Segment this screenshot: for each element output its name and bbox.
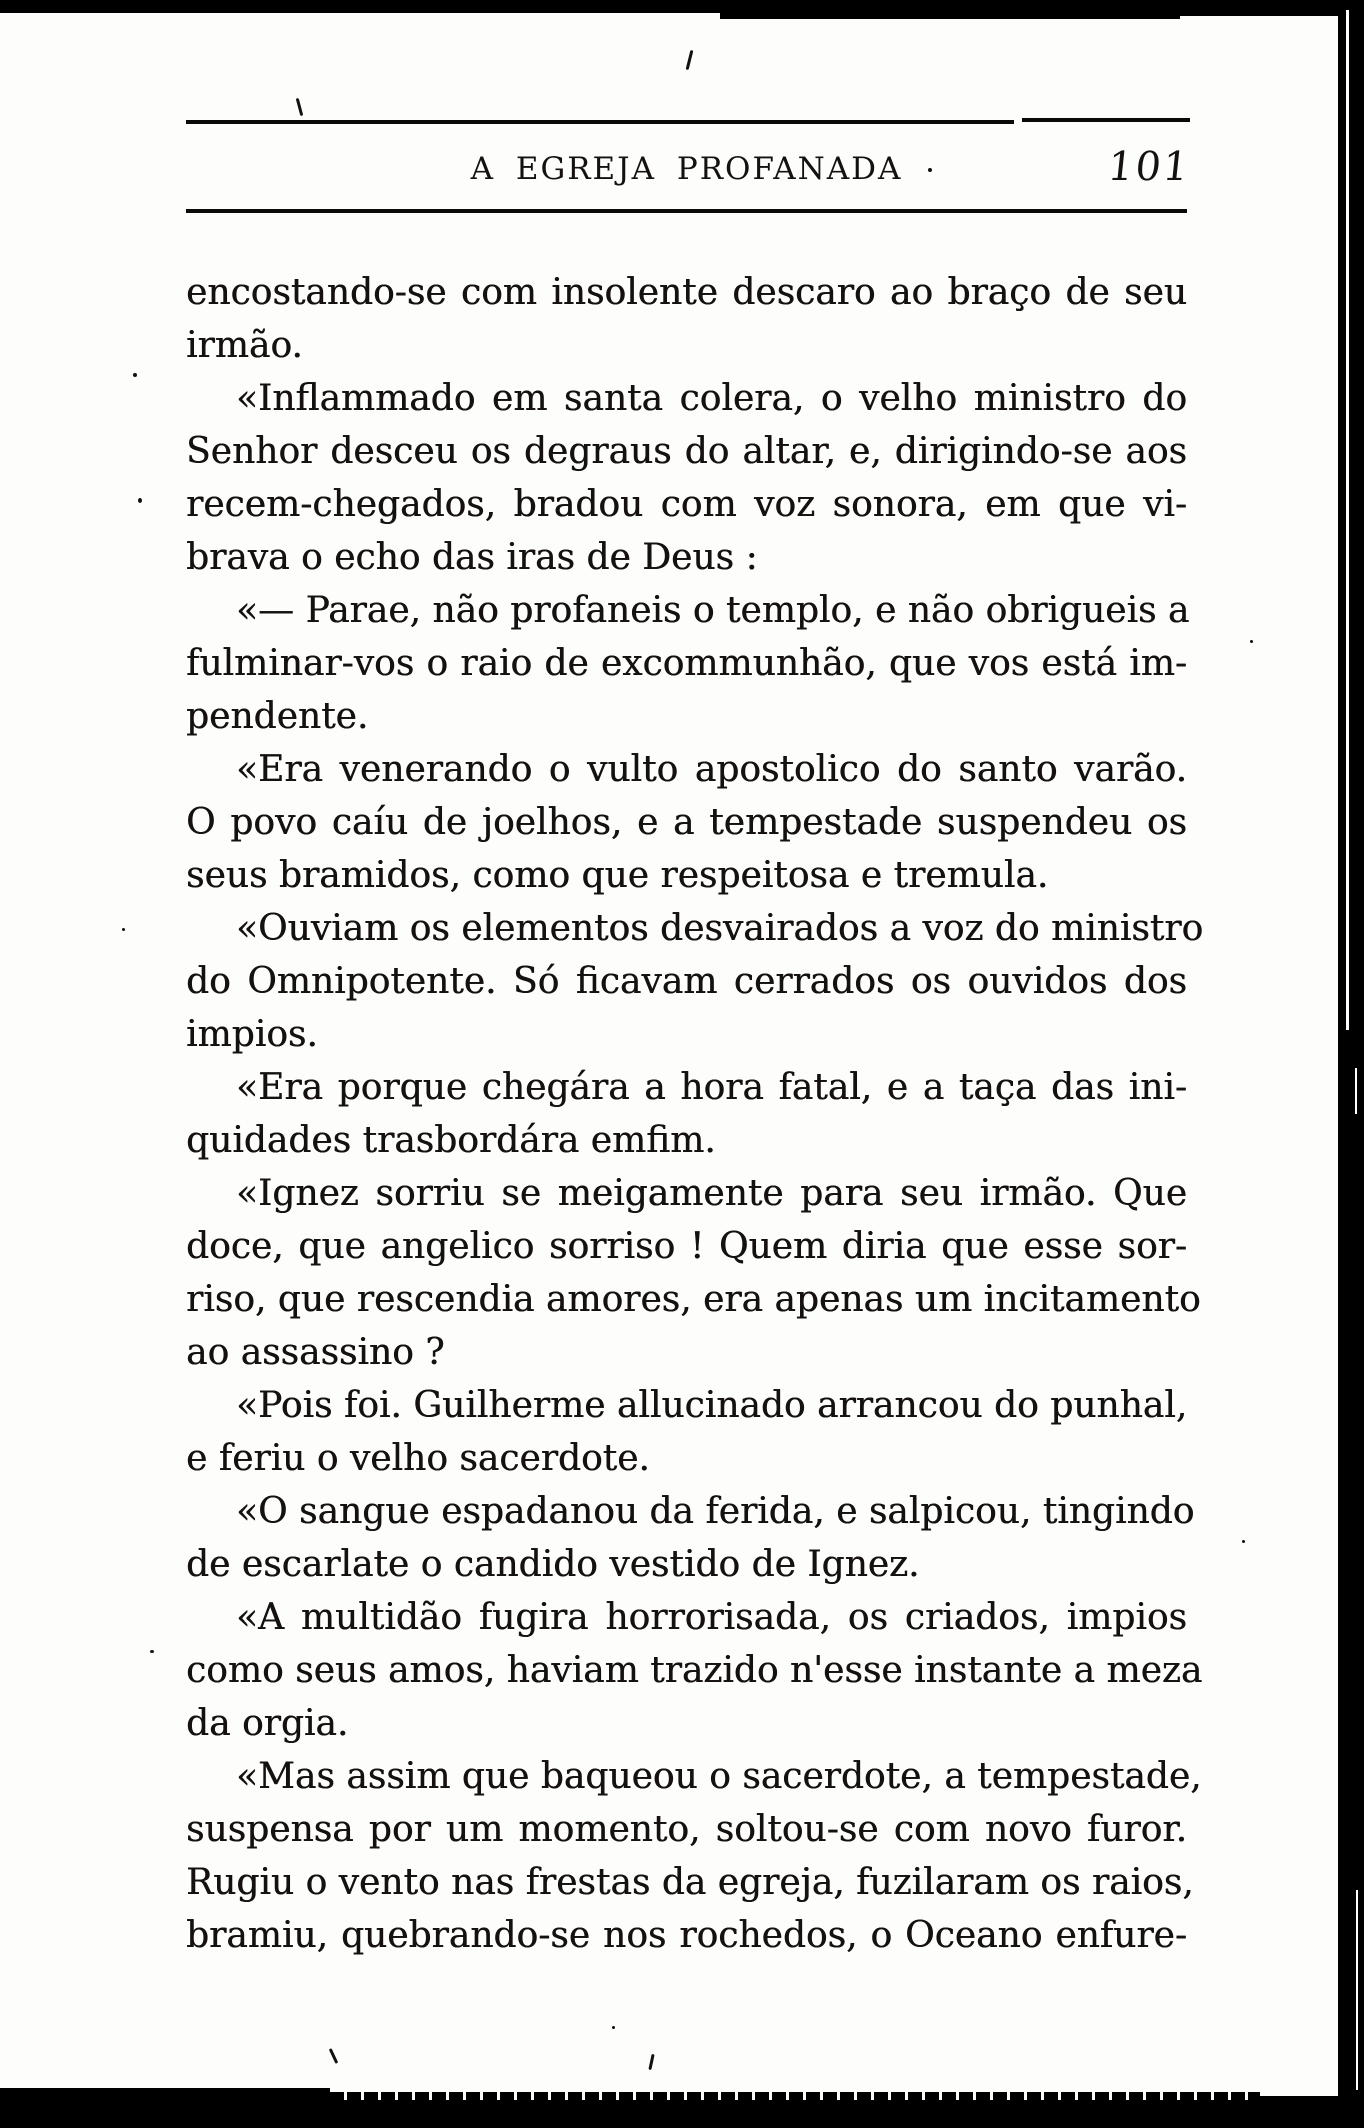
scan-speck [686, 50, 694, 70]
scan-speck [612, 2026, 615, 2029]
text-line: «A multidão fugira horrorisada, os criados, impios [236, 1597, 1187, 1638]
text-line: fulminar-vos o raio de excommunhão, que vos está im- [186, 643, 1187, 684]
scan-speck [150, 1650, 154, 1653]
text-line: doce, que angelico sorriso ! Quem diria que esse sor- [186, 1226, 1187, 1267]
scan-speck [1242, 1540, 1245, 1543]
text-line: pendente. [186, 696, 369, 737]
text-line: «Ignez sorriu se meigamente para seu irmão. Que [236, 1173, 1187, 1214]
text-line: irmão. [186, 325, 303, 366]
scan-speck [138, 498, 142, 503]
scan-speck [928, 168, 932, 172]
text-line: Rugiu o vento nas frestas da egreja, fuzilaram os raios, [186, 1862, 1194, 1903]
scan-edge-bottom [0, 2096, 1364, 2128]
text-line: Senhor desceu os degraus do altar, e, dirigindo-se aos [186, 431, 1187, 472]
text-line: «Pois foi. Guilherme allucinado arrancou do punhal, [236, 1385, 1188, 1426]
text-line: da orgia. [186, 1703, 349, 1744]
scan-edge-top-right [1170, 0, 1364, 16]
text-line: bramiu, quebrando-se nos rochedos, o Oceano enfure- [186, 1915, 1187, 1956]
text-line: «— Parae, não profaneis o templo, e não obrigueis a [236, 590, 1190, 631]
text-line: e feriu o velho sacerdote. [186, 1438, 650, 1479]
text-line: ao assassino ? [186, 1332, 445, 1373]
scan-speck [133, 373, 137, 377]
text-line: «Era venerando o vulto apostolico do santo varão. [236, 749, 1187, 790]
scan-edge-bottom-noise [330, 2092, 1260, 2100]
text-line: «Inflammado em santa colera, o velho ministro do [236, 378, 1187, 419]
scan-speck [648, 2054, 654, 2070]
binding-highlight [1356, 1890, 1358, 2090]
text-line: «O sangue espadanou da ferida, e salpicou, tingindo [236, 1491, 1195, 1532]
binding-highlight [1346, 10, 1349, 1030]
text-line: «Era porque chegára a hora fatal, e a taça das ini- [236, 1067, 1187, 1108]
page-number: 101 [1105, 144, 1193, 190]
text-line: brava o echo das iras de Deus : [186, 537, 758, 578]
running-head-title: A EGREJA PROFANADA [470, 151, 903, 187]
text-line: de escarlate o candido vestido de Ignez. [186, 1544, 920, 1585]
text-line: riso, que rescendia amores, era apenas um incitamento [186, 1279, 1201, 1320]
header-rule-top [186, 120, 1014, 124]
body-text [186, 266, 1204, 1962]
text-line: quidades trasbordára emfim. [186, 1120, 716, 1161]
scan-speck [1250, 640, 1253, 643]
text-line: do Omnipotente. Só ficavam cerrados os ouvidos dos [186, 961, 1187, 1002]
scan-edge-bottom-left [0, 2088, 330, 2100]
text-line: suspensa por um momento, soltou-se com novo furor. [186, 1809, 1187, 1850]
scan-speck [296, 98, 304, 116]
header-rule-bottom [186, 209, 1187, 213]
scan-edge-binding [1338, 0, 1364, 2128]
text-line: O povo caíu de joelhos, e a tempestade suspendeu os [186, 802, 1187, 843]
scan-edge-top-thick [720, 0, 1180, 19]
text-line: «Ouviam os elementos desvairados a voz do ministro [236, 908, 1204, 949]
text-line: como seus amos, haviam trazido n'esse instante a meza [186, 1650, 1203, 1691]
scan-speck [329, 2048, 338, 2064]
text-line: seus bramidos, como que respeitosa e tremula. [186, 855, 1049, 896]
text-line: recem-chegados, bradou com voz sonora, em que vi- [186, 484, 1187, 525]
text-line: impios. [186, 1014, 318, 1055]
text-line: encostando-se com insolente descaro ao braço de seu [186, 272, 1187, 313]
binding-highlight [1355, 1068, 1357, 1114]
scan-speck [122, 928, 125, 931]
text-line: «Mas assim que baqueou o sacerdote, a tempestade, [236, 1756, 1202, 1797]
header-rule-top [1022, 118, 1190, 122]
